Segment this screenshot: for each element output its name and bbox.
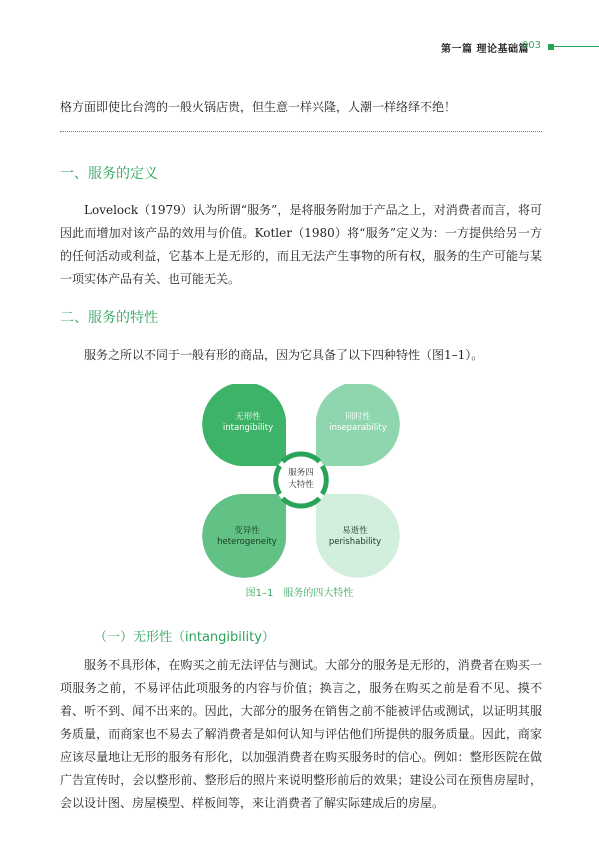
intro-line: 格方面即使比台湾的一般火锅店贵，但生意一样兴隆，人潮一样络绎不绝！ bbox=[60, 100, 457, 114]
label-perishability-en: perishability bbox=[328, 537, 382, 547]
label-heterogeneity-en: heterogeneity bbox=[217, 537, 277, 547]
four-characteristics-diagram bbox=[200, 384, 400, 580]
label-intangibility-en: intangibility bbox=[222, 423, 274, 433]
center-label-line2: 大特性 bbox=[288, 480, 314, 490]
label-intangibility-zh: 无形性 bbox=[235, 412, 261, 422]
label-inseparability-en: inseparability bbox=[329, 423, 387, 433]
header-rule bbox=[554, 46, 599, 47]
chapter-title: 第一篇 理论基础篇 bbox=[441, 44, 529, 55]
page-number: 003 bbox=[521, 40, 541, 51]
dotted-divider bbox=[60, 131, 542, 132]
section2-title: 二、服务的特性 bbox=[60, 310, 158, 326]
figure-caption: 图1–1 服务的四大特性 bbox=[245, 588, 354, 599]
section2-paragraph: 服务之所以不同于一般有形的商品，因为它具备了以下四种特性（图1–1）。 bbox=[84, 348, 484, 362]
subsection1-title: （一）无形性（intangibility） bbox=[94, 630, 275, 645]
page-header bbox=[0, 38, 599, 54]
subsection1-paragraph: 服务不具形体，在购买之前无法评估与测试。大部分的服务是无形的，消费者在购买一项服务之前，不易评估此项服务的内容与价值；换言之，服务在购买之前是看不见、摸不着、听不到、闻不出来的。因此，大部分的服务在销售之前不能被评估或测试，以证明其服务质量，而商家也不易去了解消费者是如何认知与评估他们所提供的服务质量。因此，商家应该尽量地让无形的服务有形化，以加强消费者在购买服务时的信心。例如：整形医院在做广告宣传时，会以整形前、整形后的照片来说明整形前后的效果；建设公司在预售房屋时，会以设计图、房屋模型、样板间等，来让消费者了解实际建成后的房屋。 bbox=[60, 658, 542, 810]
label-inseparability-zh: 同时性 bbox=[345, 412, 371, 422]
label-heterogeneity-zh: 变异性 bbox=[234, 526, 260, 536]
header-marker bbox=[548, 44, 554, 50]
center-label-line1: 服务四 bbox=[288, 468, 314, 478]
section1-paragraph: Lovelock（1979）认为所谓“服务”，是将服务附加于产品之上，对消费者而言，将可因此而增加对该产品的效用与价值。Kotler（1980）将“服务”定义为：一方提供给另一方的任何活动或利益，它基本上是无形的，而且无法产生事物的所有权，服务的生产可能与某一项实体产品有关、也可能无关。 bbox=[60, 203, 542, 286]
label-perishability-zh: 易逝性 bbox=[342, 526, 368, 536]
section1-title: 一、服务的定义 bbox=[60, 166, 158, 182]
